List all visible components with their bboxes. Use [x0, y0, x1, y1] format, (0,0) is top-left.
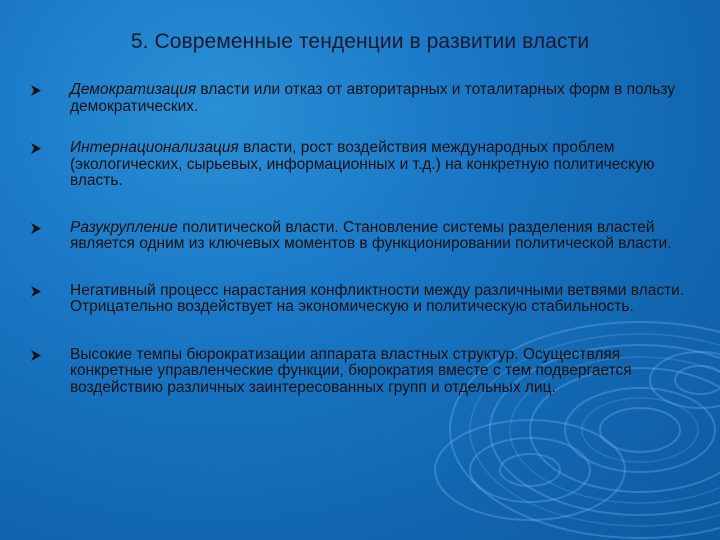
- arrowhead-bullet-icon: [30, 220, 44, 235]
- bullet-item-bureaucratization: [30, 347, 690, 397]
- arrowhead-bullet-icon: [30, 283, 44, 298]
- bullet-lead-term: Интернационализация: [70, 139, 239, 156]
- bullet-item-conflict: [30, 283, 690, 316]
- bullet-text: политической власти. Становление системы разделения властей является одним из ключевых моментов в функционировании политической власти.: [70, 218, 672, 252]
- bullet-lead-term: Демократизация: [70, 81, 197, 98]
- bullet-item-decentralization: [30, 220, 690, 253]
- slide-title: 5. Современные тенденции в развитии власти: [130, 30, 590, 53]
- bullet-list: [30, 82, 690, 421]
- bullet-item-internationalization: [30, 140, 690, 190]
- arrowhead-bullet-icon: [30, 82, 44, 97]
- bullet-item-democratization: [30, 82, 690, 115]
- bullet-text: Высокие темпы бюрократизации аппарата властных структур. Осуществляя конкретные управленческие функции, бюрократия вместе с тем подвергается воздействию различных заинтересованных групп и отдельных лиц.: [70, 345, 632, 396]
- arrowhead-bullet-icon: [30, 347, 44, 362]
- bullet-text: Негативный процесс нарастания конфликтности между различными ветвями власти. Отрицательно воздействует на экономическую и политическую стабильность.: [70, 281, 685, 315]
- arrowhead-bullet-icon: [30, 140, 44, 155]
- bullet-lead-term: Разукрупление: [70, 218, 178, 236]
- bullet-text: власти, рост воздействия международных проблем (экологических, сырьевых, информационных и т.д.) на конкретную политическую власть.: [70, 139, 655, 189]
- bullet-text: власти или отказ от авторитарных и тоталитарных форм в пользу демократических.: [70, 81, 676, 115]
